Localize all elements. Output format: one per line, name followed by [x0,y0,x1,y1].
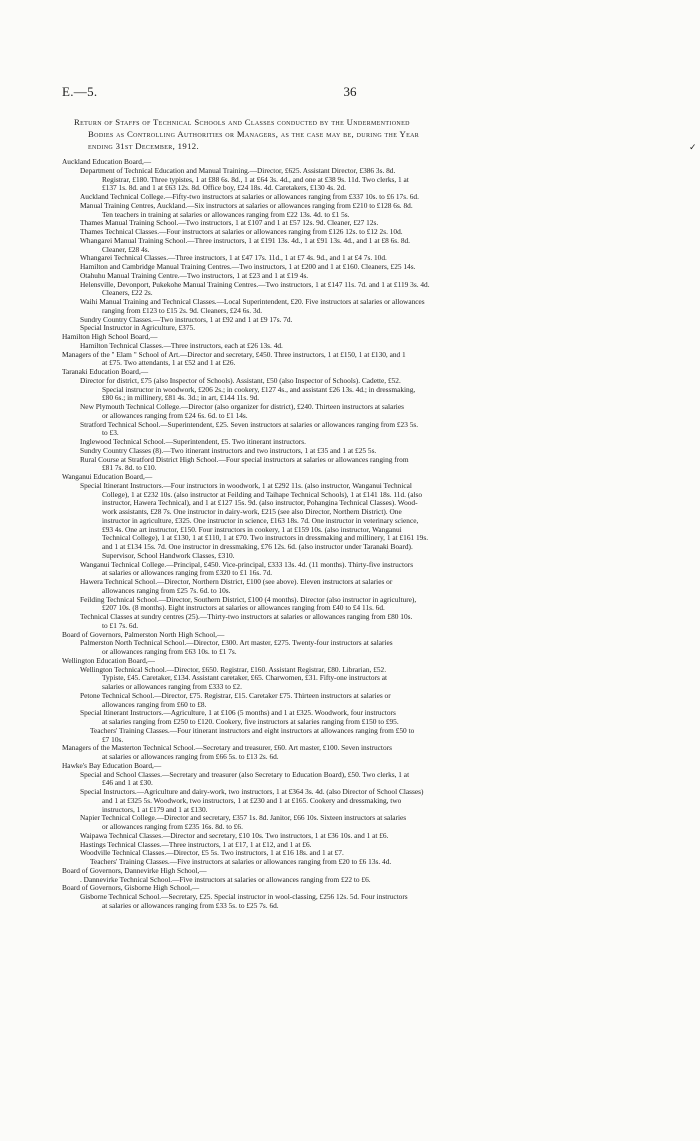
institution-entry: Wanganui Technical College.—Principal, £450. Vice-principal, £333 13s. 4d. (11 months). Thirty-five instructors [80,559,414,569]
continuation-line: £46 and 1 at £30. [102,778,153,788]
institution-entry: Hastings Technical Classes.—Three instructors, 1 at £17, 1 at £12, and 1 at £6. [80,839,312,849]
board-heading: Managers of the " Elam " School of Art.—Director and secretary, £450. Three instructors, 1 at £150, 1 at £130, and 1 [62,349,406,359]
institution-entry: Waihi Manual Training and Technical Classes.—Local Superintendent, £20. Five instructors at salaries or allowances [80,297,425,306]
continuation-line: £207 10s. (8 months). Eight instructors at salaries or allowances ranging from £40 to £4 11s. 6d. [102,603,385,613]
continuation-line: Technical College), 1 at £130, 1 at £110, 1 at £70. Two instructors in dressmaking and millinery, 1 at £161 19s. [102,533,429,543]
continuation-line: to £3. [102,428,119,438]
institution-entry: Department of Technical Education and Manual Training.—Director, £625. Assistant Director, £386 3s. 8d. [80,165,396,175]
institution-entry: Director for district, £75 (also Inspector of Schools). Assistant, £50 (also Inspector of Schools). Cadette, £52. [80,375,401,385]
institution-entry: Sundry Country Classes (8).—Two itinerant instructors and two instructors, 1 at £35 and 1 at £25 5s. [80,445,377,455]
institution-entry: Hamilton Technical Classes.—Three instructors, each at £26 13s. 4d. [80,340,283,350]
institution-entry: Hamilton and Cambridge Manual Training Centres.—Two instructors, 1 at £200 and 1 at £160. Cleaners, £25 14s. [80,262,416,271]
board-heading: Hawke's Bay Education Board,— [62,760,162,770]
margin-tick-mark: ✓ [689,142,697,152]
continuation-line: or allowances ranging from £63 10s. to £1 7s. [102,647,237,656]
continuation-line: £93 4s. One art instructor, £150. Four instructors in cookery, 1 at £159 10s. (also instructor, Wanganui [102,524,402,534]
continuation-line: to £1 7s. 6d. [102,620,139,630]
continuation-line: and 1 at £134 15s. 7d. One instructor in dressmaking, £76 12s. 6d. (also instructor under Taranaki Board). [102,542,413,551]
continuation-line: at salaries or allowances ranging from £320 to £1 16s. 7d. [102,568,273,578]
institution-entry: Petone Technical School.—Director, £75. Registrar, £15. Caretaker £75. Thirteen instructors at salaries or [80,690,391,700]
institution-entry: . Dannevirke Technical School.—Five instructors at salaries or allowances ranging from £22 to £6. [80,874,371,884]
institution-entry: New Plymouth Technical College.—Director (also organizer for district), £240. Thirteen instructors at salaries [80,402,404,411]
title-line: Bodies as Controlling Authorities or Managers, as the case may be, during the Year [88,129,420,139]
continuation-line: at salaries ranging from £250 to £120. Cookery, five instructors at salaries ranging from £150 to £95. [102,717,399,726]
continuation-line: £7 10s. [102,734,124,744]
continuation-line: or allowances ranging from £235 16s. 8d. to £6. [102,822,243,831]
continuation-line: Typiste, £45. Caretaker, £134. Assistant caretaker, £65. Charwomen, £31. Fifty-one instructors at [102,673,388,683]
continuation-line: at £75. Two attendants, 1 at £52 and 1 at £26. [102,358,236,368]
institution-entry: Special Itinerant Instructors.—Four instructors in woodwork, 1 at £292 11s. (also instructor, Wanganui Technical [80,480,412,490]
continuation-line: £137 1s. 8d. and 1 at £63 12s. 8d. Office boy, £24 18s. 4d. Caretakers, £130 4s. 2d. [102,183,346,193]
board-heading: Managers of the Masterton Technical School.—Secretary and treasurer, £60. Art master, £100. Seven instructors [62,743,392,753]
institution-entry: Whangarei Technical Classes.—Three instructors, 1 at £47 17s. 11d., 1 at £7 4s. 9d., and 1 at £4 7s. 10d. [80,253,387,263]
institution-entry: Whangarei Manual Training School.—Three instructors, 1 at £191 13s. 4d., 1 at £91 13s. 4d., and 1 at £8 6s. 8d. [80,235,411,245]
continuation-line: at salaries or allowances ranging from £66 5s. to £13 2s. 6d. [102,752,279,761]
continuation-line: allowances ranging from £25 7s. 6d. to 10s. [102,585,231,595]
continuation-line: instructor, Hawera Technical), and 1 at £127 15s. 9d. (also instructor, Pohangina Technical Classes). Wood- [102,498,418,508]
continuation-line: Cleaners, £22 2s. [102,288,153,298]
continuation-line: ranging from £123 to £15 2s. 9d. Cleaners, £24 6s. 3d. [102,305,263,315]
sub-entry: Teachers' Training Classes.—Five instructors at salaries or allowances ranging from £20 to £6 13s. 4d. [90,857,392,866]
institution-entry: Sundry Country Classes.—Two instructors, 1 at £92 and 1 at £9 17s. 7d. [80,314,293,324]
continuation-line: Ten teachers in training at salaries or allowances ranging from £22 13s. 4d. to £1 5s. [102,209,350,219]
institution-entry: Thames Manual Training School.—Two instructors, 1 at £107 and 1 at £57 12s. 9d. Cleaner, £27 12s. [80,218,379,228]
institution-entry: Auckland Technical College.—Fifty-two instructors at salaries or allowances ranging from £337 10s. to £6 17s. 6d. [80,192,419,201]
continuation-line: and 1 at £325 5s. Woodwork, two instructors, 1 at £230 and 1 at £165. Cookery and dressmaking, two [102,795,402,805]
continuation-line: at salaries or allowances ranging from £33 5s. to £25 7s. 6d. [102,900,279,910]
institution-entry: Hawera Technical School.—Director, Northern District, £100 (see above). Eleven instructors at salaries or [80,577,393,586]
institution-entry: Thames Technical Classes.—Four instructors at salaries or allowances ranging from £126 12s. to £12 2s. 10d. [80,227,403,236]
page-number: 36 [343,84,357,99]
continuation-line: £81 7s. 8d. to £10. [102,463,157,473]
board-heading: Board of Governors, Gisborne High School,— [62,883,200,893]
institution-entry: Special and School Classes.—Secretary and treasurer (also Secretary to Education Board), £50. Two clerks, 1 at [80,769,410,779]
institution-entry: Waipawa Technical Classes.—Director and secretary, £10 10s. Two instructors, 1 at £36 10s. and 1 at £6. [80,830,389,840]
document-code: E.—5. [62,84,98,99]
institution-entry: Gisborne Technical School.—Secretary, £25. Special instructor in wool-classing, £256 12s. 5d. Four instructors [80,892,408,901]
title-line: ending 31st December, 1912. [88,141,199,151]
board-heading: Taranaki Education Board,— [62,367,149,376]
institution-entry: Napier Technical College.—Director and secretary, £357 1s. 8d. Janitor, £66 10s. Sixteen instructors at salaries [80,813,407,823]
continuation-line: Special instructor in woodwork, £206 2s.; in cookery, £127 4s., and assistant £26 13s. 4d.; in dressmaking, [102,384,416,394]
continuation-line: instructors, 1 at £179 and 1 at £130. [102,804,208,814]
board-heading: Wellington Education Board,— [62,655,156,665]
institution-entry: Special Instructor in Agriculture, £375. [80,323,196,333]
institution-entry: Rural Course at Stratford District High School.—Four special instructors at salaries or allowances ranging from [80,454,409,464]
board-heading: Auckland Education Board,— [62,157,152,166]
continuation-line: Cleaner, £28 4s. [102,244,150,254]
continuation-line: £80 6s.; in millinery, £81 4s. 3d.; in art, £144 11s. 9d. [102,393,260,403]
board-heading: Board of Governors, Dannevirke High School,— [62,865,207,875]
institution-entry: Technical Classes at sundry centres (25).—Thirty-two instructors at salaries or allowances ranging from £80 10s. [80,612,413,621]
institution-entry: Helensville, Devonport, Pukekohe Manual Training Centres.—Two instructors, 1 at £147 11s. 7d. and 1 at £119 3s. 4d. [80,279,430,289]
institution-entry: Otahuhu Manual Training Centre.—Two instructors, 1 at £23 and 1 at £19 4s. [80,270,309,280]
continuation-line: work assistants, £28 7s. One instructor in dairy-work, £215 (see also Director, Northern District). One [102,507,402,516]
continuation-line: or allowances ranging from £24 6s. 6d. to £1 14s. [102,410,248,420]
institution-entry: Stratford Technical School.—Superintendent, £25. Seven instructors at salaries or allowances ranging from £23 5s. [80,419,419,429]
board-heading: Hamilton High School Board,— [62,332,158,341]
continuation-line: salaries or allowances ranging from £333 to £2. [102,682,242,691]
continuation-line: Registrar, £180. Three typistes, 1 at £88 6s. 8d., 1 at £64 3s. 4d., and one at £38 9s. 11d. Two clerks, 1 at [102,174,409,184]
continuation-line: allowances ranging from £60 to £8. [102,699,207,709]
board-heading: Board of Governors, Palmerston North High School,— [62,629,225,639]
continuation-line: College), 1 at £232 10s. (also instructor at Feilding and Taihape Technical Schools), 1 at £141 18s. 11d. (also [102,489,423,499]
return-title [74,116,634,152]
institution-entry: Special Itinerant Instructors.—Agriculture, 1 at £106 (5 months) and 1 at £325. Woodwork, four instructors [80,708,396,718]
sub-entry: Teachers' Training Classes.—Four itinerant instructors and eight instructors at allowances ranging from £50 to [90,725,415,735]
institution-entry: Special Instructors.—Agriculture and dairy-work, two instructors, 1 at £364 3s. 4d. (also Director of School Classes) [80,787,424,796]
institution-entry: Woodville Technical Classes.—Director, £5 5s. Two instructors, 1 at £16 18s. and 1 at £7. [80,848,344,858]
institution-entry: Wellington Technical School.—Director, £650. Registrar, £160. Assistant Registrar, £80. Librarian, £52. [80,664,387,674]
institution-entry: Inglewood Technical School.—Superintendent, £5. Two itinerant instructors. [80,437,306,446]
continuation-line: instructor in agriculture, £325. One instructor in science, £163 18s. 7d. One instructor in veterinary science, [102,515,419,525]
institution-entry: Palmerston North Technical School.—Director, £300. Art master, £275. Twenty-four instructors at salaries [80,638,393,648]
title-line: Return of Staffs of Technical Schools and Classes conducted by the Undermentioned [74,117,410,127]
board-heading: Wanganui Education Board,— [62,472,153,481]
institution-entry: Manual Training Centres, Auckland.—Six instructors at salaries or allowances ranging from £210 to £128 6s. 8d. [80,200,413,210]
continuation-line: Supervisor, School Handwork Classes, £310. [102,550,235,560]
institution-entry: Feilding Technical School.—Director, Southern District, £100 (4 months). Director (also instructor in agriculture), [80,594,417,604]
